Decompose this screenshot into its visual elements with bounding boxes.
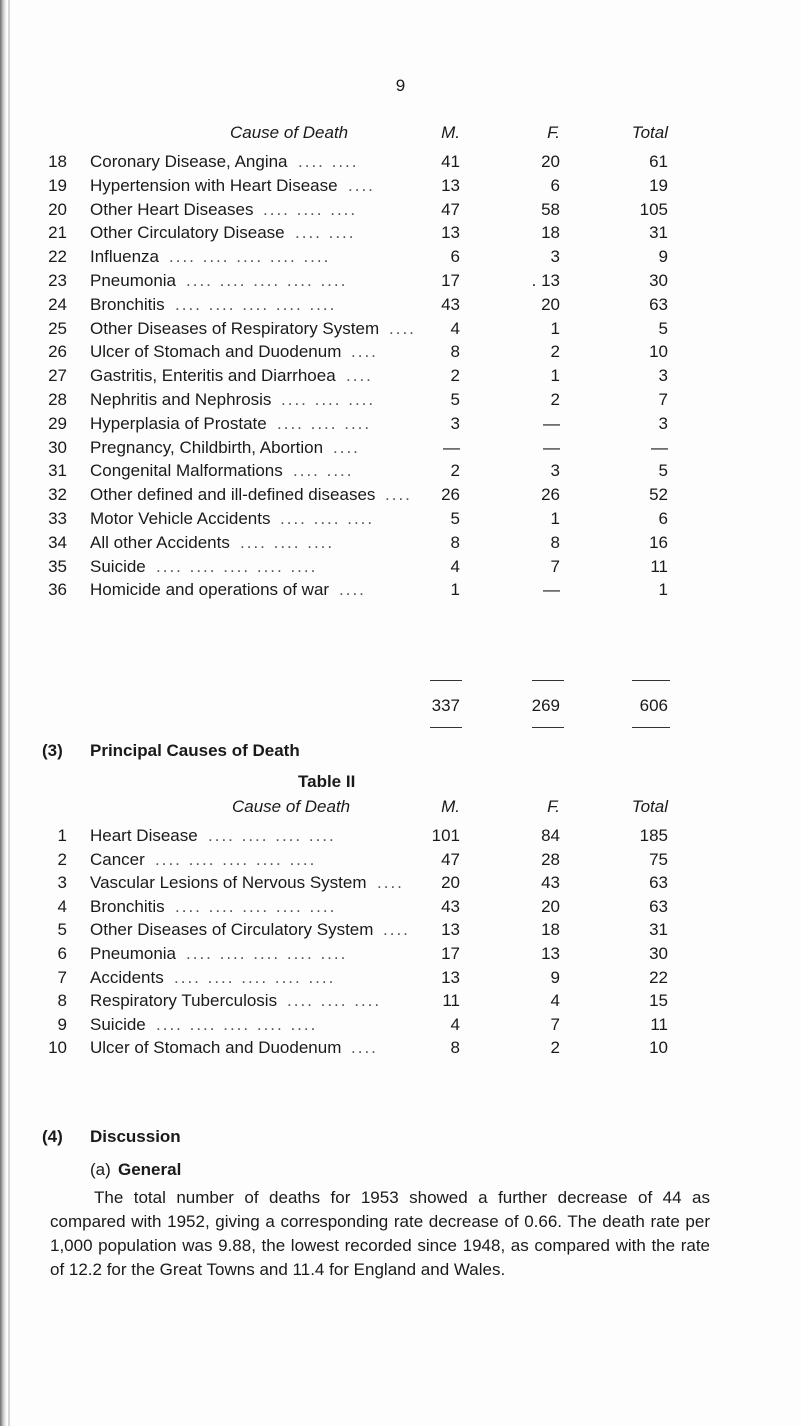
row-leader-dots: .... .... .... <box>240 532 335 552</box>
row-number: 29 <box>48 413 67 433</box>
row-total: 75 <box>649 849 668 869</box>
row-total: — <box>651 437 668 457</box>
row-number: 32 <box>48 485 67 505</box>
row-leader-dots: .... .... .... .... .... <box>156 556 318 576</box>
row-m: 2 <box>450 461 460 481</box>
row-f: 8 <box>550 532 560 552</box>
table-row <box>0 269 801 293</box>
row-f: 58 <box>541 199 560 219</box>
row-number: 1 <box>57 826 67 845</box>
row-f: 9 <box>550 967 560 987</box>
table1-header <box>0 121 801 145</box>
row-leader-dots: .... <box>351 342 378 362</box>
row-total: 63 <box>649 873 668 893</box>
row-number: 28 <box>48 390 67 409</box>
row-leader-dots: .... .... .... .... .... <box>175 294 337 314</box>
row-m: 20 <box>441 873 460 893</box>
row-f: 7 <box>550 1014 560 1034</box>
row-cause: Pregnancy, Childbirth, Abortion <box>90 437 324 457</box>
row-total: 52 <box>649 485 668 505</box>
row-m: 4 <box>450 318 460 338</box>
row-f: 26 <box>541 485 560 505</box>
row-m: 8 <box>450 532 460 552</box>
row-total: 22 <box>649 967 668 987</box>
row-cause: Nephritis and Nephrosis <box>90 390 272 409</box>
table-row <box>0 966 801 990</box>
row-leader-dots: .... <box>377 873 404 893</box>
row-cause: Suicide <box>90 556 146 576</box>
row-total: 11 <box>650 556 668 576</box>
row-cause: Other Heart Diseases <box>90 199 254 219</box>
row-cause: Other Diseases of Respiratory System <box>90 318 380 338</box>
row-leader-dots: .... .... .... <box>263 199 358 219</box>
row-m: 13 <box>441 175 460 195</box>
row-cause: Bronchitis <box>90 294 165 314</box>
table1-total-m: 337 <box>431 696 460 715</box>
row-total: 1 <box>658 580 668 600</box>
row-cause: Respiratory Tuberculosis <box>90 991 278 1011</box>
row-leader-dots: .... .... .... .... .... <box>169 247 331 267</box>
row-m: 11 <box>442 991 460 1011</box>
table-row <box>0 918 801 942</box>
row-total: 5 <box>658 461 668 481</box>
table-row <box>0 459 801 483</box>
table1-total-total: 606 <box>639 696 668 715</box>
row-leader-dots: .... .... .... <box>281 390 376 409</box>
row-number: 35 <box>48 556 67 576</box>
row-total: 3 <box>658 366 668 386</box>
page-number: 9 <box>395 76 406 95</box>
row-total: 10 <box>649 342 668 362</box>
row-leader-dots: .... .... .... .... .... <box>155 849 317 869</box>
row-number: 22 <box>48 247 67 267</box>
row-cause: Accidents <box>90 967 164 987</box>
row-f: 18 <box>541 920 560 940</box>
row-cause: Pneumonia <box>90 271 177 290</box>
row-number: 21 <box>48 223 67 243</box>
table-row <box>0 989 801 1013</box>
row-f: 3 <box>550 247 560 267</box>
row-f: 7 <box>550 556 560 576</box>
row-number: 26 <box>48 342 67 362</box>
row-leader-dots: .... .... .... .... <box>208 826 336 845</box>
row-leader-dots: .... .... .... <box>280 509 375 528</box>
row-f: 1 <box>550 366 560 386</box>
row-m: — <box>443 437 460 457</box>
row-leader-dots: .... <box>333 437 360 457</box>
table-row <box>0 848 801 872</box>
table-row <box>0 293 801 317</box>
row-cause: Other Diseases of Circulatory System <box>90 920 374 940</box>
table1-rule-bottom-total <box>632 727 670 728</box>
table-row <box>0 895 801 919</box>
row-cause: Hypertension with Heart Disease <box>90 175 338 195</box>
table1-rule-total <box>632 680 670 681</box>
row-cause: Vascular Lesions of Nervous System <box>90 873 367 893</box>
row-m: 17 <box>441 944 460 963</box>
table-row <box>0 364 801 388</box>
row-f: 2 <box>550 342 560 362</box>
row-number: 25 <box>48 318 67 338</box>
row-f: 20 <box>541 294 560 314</box>
table-row <box>0 317 801 341</box>
row-cause: Ulcer of Stomach and Duodenum <box>90 342 342 362</box>
row-total: 30 <box>649 944 668 963</box>
section4-label: (4) <box>42 1127 63 1146</box>
row-leader-dots: .... <box>389 318 416 338</box>
table2-header-total: Total <box>631 797 668 816</box>
row-m: 26 <box>441 485 460 505</box>
row-leader-dots: .... <box>348 175 375 195</box>
table-row <box>0 483 801 507</box>
row-m: 13 <box>441 920 460 940</box>
row-cause: Congenital Malformations <box>90 461 283 481</box>
row-leader-dots: .... .... .... .... .... <box>186 271 348 290</box>
row-f: . 13 <box>531 271 560 290</box>
row-f: 20 <box>541 152 560 171</box>
row-f: 13 <box>541 944 560 963</box>
row-leader-dots: .... <box>383 920 410 940</box>
row-m: 47 <box>441 849 460 869</box>
table-row <box>0 221 801 245</box>
row-total: 6 <box>658 509 668 528</box>
row-number: 4 <box>57 896 67 916</box>
row-f: — <box>543 413 560 433</box>
row-leader-dots: .... <box>339 580 366 600</box>
row-f: 1 <box>550 318 560 338</box>
table2-label: Table II <box>298 772 356 791</box>
row-m: 5 <box>450 509 460 528</box>
table1-rule-bottom-f <box>532 727 564 728</box>
row-leader-dots: .... <box>346 366 373 386</box>
row-number: 2 <box>57 849 67 869</box>
row-number: 27 <box>48 366 67 386</box>
row-leader-dots: .... <box>351 1038 378 1058</box>
row-f: 3 <box>550 461 560 481</box>
row-cause: Homicide and operations of war <box>90 580 330 600</box>
row-cause: Cancer <box>90 849 145 869</box>
table-row <box>0 150 801 174</box>
table-row <box>0 436 801 460</box>
table1-rule-bottom-m <box>430 727 462 728</box>
row-number: 24 <box>48 294 67 314</box>
row-leader-dots: .... .... .... .... .... <box>186 944 348 963</box>
table-row <box>0 942 801 966</box>
row-m: 1 <box>450 580 460 600</box>
row-leader-dots: .... .... .... <box>287 991 382 1011</box>
table1-rule-m <box>430 680 462 681</box>
table-row <box>0 388 801 412</box>
row-cause: Other Circulatory Disease <box>90 223 285 243</box>
table-row <box>0 531 801 555</box>
row-f: 43 <box>541 873 560 893</box>
row-m: 47 <box>441 199 460 219</box>
table-row <box>0 1036 801 1060</box>
table-row <box>0 174 801 198</box>
row-f: 20 <box>541 896 560 916</box>
row-number: 36 <box>48 580 67 600</box>
row-number: 8 <box>57 991 67 1011</box>
row-f: 2 <box>550 390 560 409</box>
table-row <box>0 1013 801 1037</box>
row-total: 9 <box>658 247 668 267</box>
table-row <box>0 412 801 436</box>
row-cause: Ulcer of Stomach and Duodenum <box>90 1038 342 1058</box>
row-total: 185 <box>639 826 668 845</box>
row-f: 2 <box>550 1038 560 1058</box>
row-f: — <box>543 580 560 600</box>
row-cause: Influenza <box>90 247 159 267</box>
row-f: 4 <box>550 991 560 1011</box>
section4-sub-title: General <box>118 1160 182 1179</box>
row-cause: Coronary Disease, Angina <box>90 152 288 171</box>
table-row <box>0 245 801 269</box>
table1-header-m: M. <box>441 123 460 142</box>
row-f: 84 <box>541 826 560 845</box>
table-row <box>0 340 801 364</box>
row-f: 6 <box>550 175 560 195</box>
section3-title: Principal Causes of Death <box>90 741 300 760</box>
row-cause: Hyperplasia of Prostate <box>90 413 267 433</box>
table2-header-cause: Cause of Death <box>232 797 351 816</box>
table-row <box>0 507 801 531</box>
row-total: 105 <box>639 199 668 219</box>
row-leader-dots: .... .... <box>295 223 356 243</box>
row-m: 43 <box>441 294 460 314</box>
row-m: 17 <box>441 271 460 290</box>
row-total: 19 <box>649 175 668 195</box>
row-total: 11 <box>650 1014 668 1034</box>
table1-rule-f <box>532 680 564 681</box>
row-m: 8 <box>450 342 460 362</box>
table1-header-total: Total <box>631 123 668 142</box>
table-row <box>0 871 801 895</box>
row-total: 15 <box>649 991 668 1011</box>
table2-header-m: M. <box>441 797 460 816</box>
row-number: 9 <box>57 1014 67 1034</box>
row-m: 4 <box>450 1014 460 1034</box>
table-row <box>0 555 801 579</box>
row-cause: Gastritis, Enteritis and Diarrhoea <box>90 366 336 386</box>
row-total: 3 <box>658 413 668 433</box>
row-number: 7 <box>57 967 67 987</box>
row-leader-dots: .... .... .... .... .... <box>156 1014 318 1034</box>
row-leader-dots: .... .... <box>293 461 354 481</box>
row-leader-dots: .... .... .... .... .... <box>175 896 337 916</box>
table-row <box>0 198 801 222</box>
row-m: 101 <box>431 826 460 845</box>
row-cause: Bronchitis <box>90 896 165 916</box>
row-total: 10 <box>649 1038 668 1058</box>
row-cause: Heart Disease <box>90 826 198 845</box>
table-row <box>0 578 801 602</box>
row-cause: Pneumonia <box>90 944 177 963</box>
row-m: 41 <box>441 152 460 171</box>
row-total: 61 <box>649 152 668 171</box>
row-m: 5 <box>450 390 460 409</box>
row-total: 63 <box>649 896 668 916</box>
row-leader-dots: .... <box>385 485 412 505</box>
row-cause: Motor Vehicle Accidents <box>90 509 271 528</box>
row-leader-dots: .... .... .... <box>277 413 372 433</box>
row-total: 7 <box>658 390 668 409</box>
row-number: 18 <box>48 152 67 171</box>
table2-header <box>0 795 801 819</box>
table-row <box>0 824 801 848</box>
row-total: 30 <box>649 271 668 290</box>
row-number: 34 <box>48 532 67 552</box>
table1-total-f: 269 <box>531 696 560 715</box>
row-m: 2 <box>450 366 460 386</box>
row-f: 18 <box>541 223 560 243</box>
section4-sub-label: (a) <box>90 1160 111 1179</box>
row-m: 13 <box>441 223 460 243</box>
row-cause: All other Accidents <box>90 532 230 552</box>
table1-header-cause: Cause of Death <box>230 123 349 142</box>
table1-totals-row <box>0 694 801 718</box>
row-m: 4 <box>450 556 460 576</box>
row-number: 3 <box>57 873 67 893</box>
row-total: 63 <box>649 294 668 314</box>
row-total: 31 <box>649 920 668 940</box>
table1-header-f: F. <box>547 123 560 142</box>
row-number: 19 <box>48 175 67 195</box>
row-f: 1 <box>550 509 560 528</box>
row-m: 43 <box>441 896 460 916</box>
row-leader-dots: .... .... .... .... .... <box>174 967 336 987</box>
row-cause: Suicide <box>90 1014 146 1034</box>
section4-title: Discussion <box>90 1127 181 1146</box>
row-m: 13 <box>441 967 460 987</box>
row-number: 33 <box>48 509 67 528</box>
section3-label: (3) <box>42 741 63 760</box>
row-m: 3 <box>450 413 460 433</box>
row-number: 31 <box>48 461 67 481</box>
row-leader-dots: .... .... <box>298 152 359 171</box>
row-total: 5 <box>658 318 668 338</box>
row-m: 8 <box>450 1038 460 1058</box>
row-number: 20 <box>48 199 67 219</box>
row-total: 16 <box>649 532 668 552</box>
discussion-paragraph: The total number of deaths for 1953 showed a further decrease of 44 as compared with 1952, giving a corresponding rate decrease of 0.66. The death rate per 1,000 population was 9.88, the lowest recorded since 1948, as compared with the rate of 12.2 for the Great Towns and 11.4 for England and Wales. <box>50 1188 710 1279</box>
row-f: — <box>543 437 560 457</box>
row-m: 6 <box>450 247 460 267</box>
row-number: 10 <box>48 1038 67 1058</box>
row-number: 23 <box>48 271 67 290</box>
row-number: 5 <box>57 920 67 940</box>
row-number: 30 <box>48 437 67 457</box>
row-total: 31 <box>649 223 668 243</box>
row-number: 6 <box>57 944 67 963</box>
table2-header-f: F. <box>547 797 560 816</box>
row-f: 28 <box>541 849 560 869</box>
row-cause: Other defined and ill-defined diseases <box>90 485 376 505</box>
